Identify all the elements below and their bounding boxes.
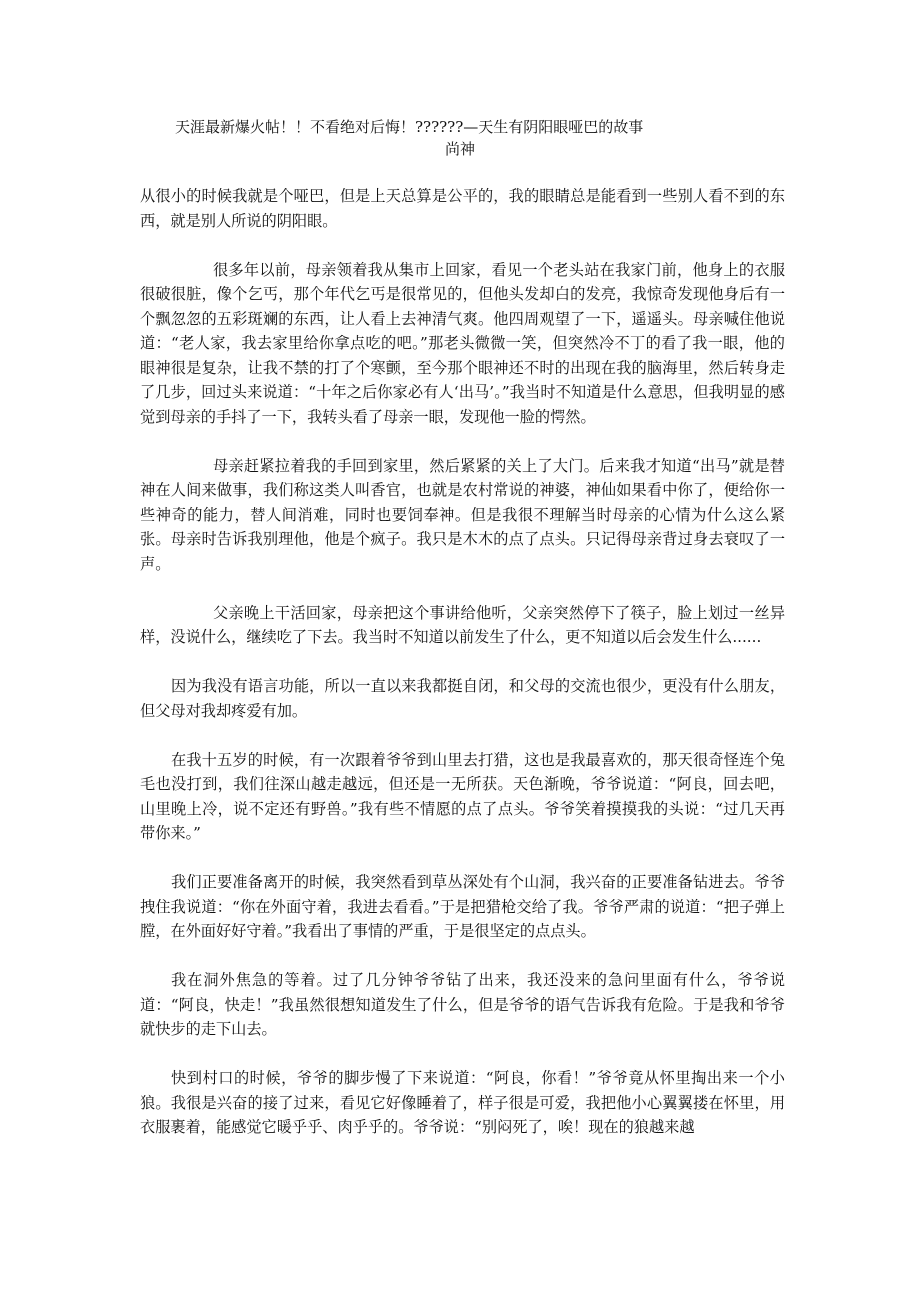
paragraph-1: 从很小的时候我就是个哑巴，但是上天总算是公平的，我的眼睛总是能看到一些别人看不到的东西，就是别人所说的阴阳眼。 <box>140 187 785 230</box>
title-block <box>140 116 780 160</box>
paragraph-5: 因为我没有语言功能，所以一直以来我都挺自闭，和父母的交流也很少，更没有什么朋友，但父母对我却疼爱有加。 <box>140 677 785 720</box>
paragraph-4: 父亲晚上干活回家，母亲把这个事讲给他听，父亲突然停下了筷子，脸上划过一丝异样，没说什么，继续吃了下去。我当时不知道以前发生了什么，更不知道以后会发生什么...... <box>140 603 785 646</box>
document-author: 尚神 <box>444 140 475 158</box>
document-body <box>140 184 785 1140</box>
paragraph-7: 我们正要准备离开的时候，我突然看到草丛深处有个山洞，我兴奋的正要准备钻进去。爷爷拽住我说道：“你在外面守着，我进去看看。”于是把猎枪交给了我。爷爷严肃的说道：“把子弹上膛，在外面好好守着。”我看出了事情的严重，于是很坚定的点点头。 <box>140 873 785 940</box>
paragraph-8: 我在洞外焦急的等着。过了几分钟爷爷钻了出来，我还没来的急问里面有什么，爷爷说道：“阿良，快走！”我虽然很想知道发生了什么，但是爷爷的语气告诉我有危险。于是我和爷爷就快步的走下山去。 <box>140 971 785 1038</box>
paragraph-3: 母亲赶紧拉着我的手回到家里，然后紧紧的关上了大门。后来我才知道“出马”就是替神在人间来做事，我们称这类人叫香官，也就是农村常说的神婆，神仙如果看中你了，便给你一些神奇的能力，替人间消难，同时也要饲奉神。但是我很不理解当时母亲的心情为什么这么紧张。母亲时告诉我别理他，他是个疯子。我只是木木的点了点头。只记得母亲背过身去衰叹了一声。 <box>140 456 785 573</box>
paragraph-6: 在我十五岁的时候，有一次跟着爷爷到山里去打猎，这也是我最喜欢的，那天很奇怪连个兔毛也没打到，我们往深山越走越远，但还是一无所获。天色渐晚，爷爷说道：“阿良，回去吧，山里晚上冷，说不定还有野兽。”我有些不情愿的点了点头。爷爷笑着摸摸我的头说：“过几天再带你来。” <box>140 750 785 842</box>
paragraph-9: 快到村口的时候，爷爷的脚步慢了下来说道：“阿良，你看！”爷爷竟从怀里掏出来一个小狼。我很是兴奋的接了过来，看见它好像睡着了，样子很是可爱，我把他小心翼翼搂在怀里，用衣服裹着，能感觉它暖乎乎、肉乎乎的。爷爷说：“别闷死了，唉！现在的狼越来越 <box>140 1069 785 1136</box>
document-title: 天涯最新爆火帖！！不看绝对后悔！??????—天生有阴阳眼哑巴的故事 <box>175 118 644 136</box>
paragraph-2: 很多年以前，母亲领着我从集市上回家，看见一个老头站在我家门前，他身上的衣服很破很脏，像个乞丐，那个年代乞丐是很常见的，但他头发却白的发亮，我惊奇发现他身后有一个飘忽忽的五彩斑斓的东西，让人看上去神清气爽。他四周观望了一下，遥遥头。母亲喊住他说道：“老人家，我去家里给你拿点吃的吧。”那老头微微一笑，但突然冷不丁的看了我一眼，他的眼神很是复杂，让我不禁的打了个寒颤，至今那个眼神还不时的出现在我的脑海里，然后转身走了几步，回过头来说道：“十年之后你家必有人‘出马’。”我当时不知道是什么意思，但我明显的感觉到母亲的手抖了一下，我转头看了母亲一眼，发现他一脸的愕然。 <box>140 260 785 426</box>
